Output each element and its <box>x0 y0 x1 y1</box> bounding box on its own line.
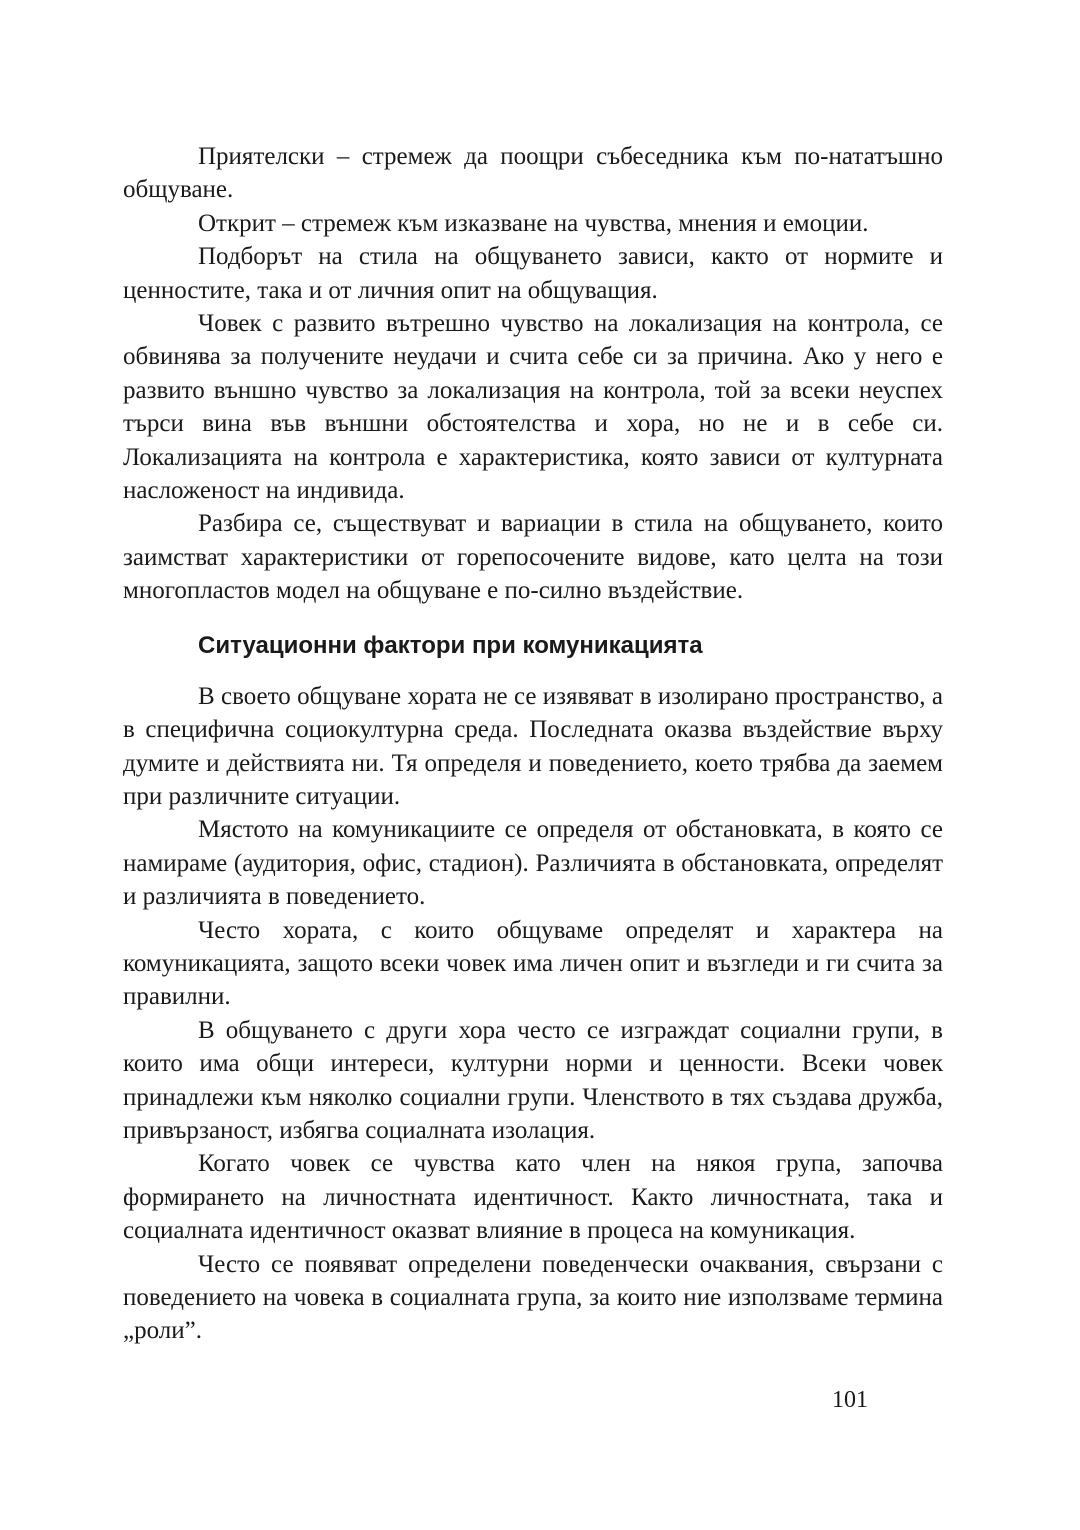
paragraph-open-style: Открит – стремеж към изказване на чувства, мнения и емоции. <box>198 209 869 237</box>
paragraph-communication-place: Мястото на комуникациите се определя от обстановката, в която се намираме (аудитория, офис, стадион). Различията в обстановката, определят и различията в поведението. <box>123 816 943 911</box>
paragraph-locus-of-control: Човек с развито вътрешно чувство на локализация на контрола, се обвинява за получените неудачи и счита себе си за причина. Ако у него е развито външно чувство за локализация на контрола, той за всеки неуспех търси вина във външни обстоятелства и хора, но не и в себе си. Локализацията на контрола е характеристика, която зависи от културната насложеност на индивида. <box>123 310 943 505</box>
paragraph-style-variations: Разбира се, съществуват и вариации в стила на общуването, които заимстват характеристики от горепосочените видове, като целта на този многопластов модел на общуване е по-силно въздействие. <box>123 510 943 605</box>
paragraph-friendly-style: Приятелски – стремеж да поощри събеседника към по-нататъшно общуване. <box>123 143 943 204</box>
page-number: 101 <box>832 1387 868 1413</box>
paragraph-style-selection: Подборът на стила на общуването зависи, както от нормите и ценностите, така и от личния опит на общуващия. <box>123 243 943 304</box>
paragraph-sociocultural-environment: В своето общуване хората не се изявяват в изолирано пространство, а в специфична социокултурна среда. Последната оказва въздействие върху думите и действията ни. Тя определя и поведението, което трябва да заемем при различните ситуации. <box>123 682 943 810</box>
paragraph-communication-partners: Често хората, с които общуваме определят и характера на комуникацията, защото всеки човек има личен опит и възгледи и ги счита за правилни. <box>123 916 943 1011</box>
body-text <box>123 140 943 1348</box>
section-heading: Ситуационни фактори при комуникацията <box>198 631 703 659</box>
paragraph-identity: Когато човек се чувства като член на някоя група, започва формирането на личностната идентичност. Както личностната, така и социалната идентичност оказват влияние в процеса на комуникация. <box>123 1150 943 1245</box>
paragraph-social-groups: В общуването с други хора често се изграждат социални групи, в които има общи интереси, културни норми и ценности. Всеки човек принадлежи към няколко социални групи. Членството в тях създава дружба, привързаност, избягва социалната изолация. <box>123 1016 943 1144</box>
paragraph-roles: Често се появяват определени поведенчески очаквания, свързани с поведението на човека в социалната група, за които ние използваме термина „роли”. <box>123 1250 943 1345</box>
